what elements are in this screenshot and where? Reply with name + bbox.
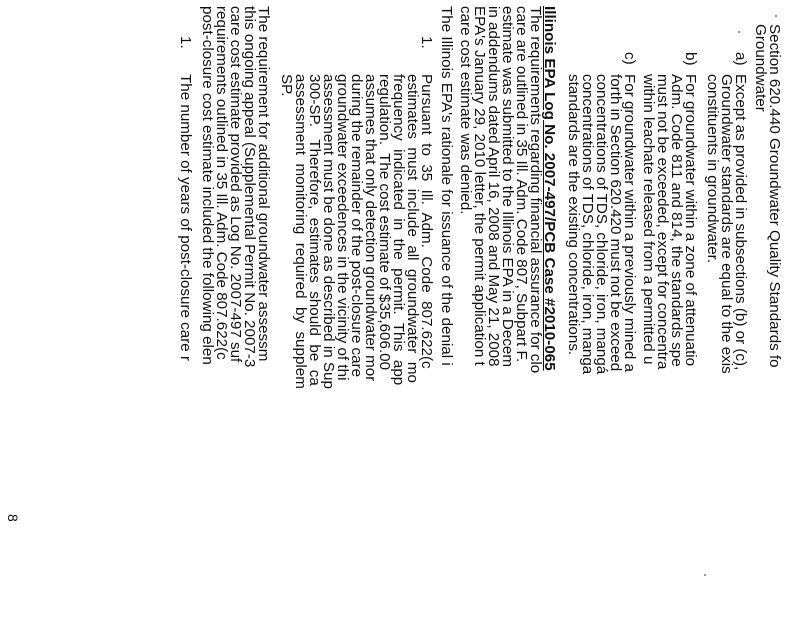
page-number: 8	[5, 514, 21, 522]
item-b-line: must not be exceeded, except for concentra	[654, 74, 671, 370]
numbered-item-marker: 1.	[177, 36, 194, 49]
paragraph-line: care cost estimate was denied.	[457, 6, 474, 215]
numbered-item-line: SP.	[278, 74, 295, 97]
paragraph-line: in addendums dated April 16, 2008 and May 21, 2008	[485, 6, 502, 367]
numbered-item-marker: 1.	[418, 36, 435, 49]
item-c-line: forth in Section 620.420 must not be exceed	[607, 74, 624, 372]
item-b-marker: b)	[682, 52, 699, 66]
numbered-item-line: Pursuant to 35 Ill. Adm. Code 807.622(c	[418, 74, 435, 369]
paragraph-line: The Illinois EPA's rationale for issuance of the denial i	[438, 6, 455, 366]
numbered-item-line: The number of years of post-closure care r	[177, 74, 194, 361]
paragraph-line: The requirement for additional groundwater assessm	[255, 6, 272, 362]
section-heading-line: Groundwater	[752, 24, 769, 112]
paragraph-line: post-closure cost estimate included the following elen	[199, 6, 216, 365]
item-a-line: Groundwater standards are equal to the exis	[718, 74, 735, 374]
numbered-item-line: groundwater exceedences in the vicinity of thi	[334, 74, 351, 381]
paragraph-line: EPA's January 29, 2010 letter, the permit application t	[471, 6, 488, 366]
item-a-line: Except as provided in subsections (b) or (c),	[732, 74, 749, 371]
paragraph-line: The requirements regarding financial assurance for clo	[527, 6, 544, 374]
item-c-line: concentrations of TDS, chloride, iron, manga	[579, 74, 596, 375]
paragraph-line: care are outlined in 35 Ill. Adm. Code 807, Subpart F.	[513, 6, 530, 363]
item-c-marker: c)	[621, 52, 638, 65]
item-c-line: concentrations of TDS, chloride, iron, mangá	[593, 74, 610, 375]
item-a-marker: a)	[732, 52, 749, 66]
paragraph-line: requirements outlined in 35 Ill. Adm. Code 807.622(c	[213, 6, 230, 360]
numbered-item-line: assessment monitoring required by supplem	[292, 74, 309, 389]
paragraph-line: care cost estimate provided as Log No. 2007-497 suf	[227, 6, 244, 363]
numbered-item-line: estimates must include all groundwater mo	[404, 74, 421, 383]
numbered-item-line: 300-SP. Therefore, estimates should be ca	[306, 74, 323, 386]
paragraph-line: this ongoing appeal (Supplemental Permit No. 2007-3	[241, 6, 258, 368]
log-heading: Illinois EPA Log No. 2007-497/PCB Case #2010-065	[541, 6, 558, 371]
numbered-item-line: assessment must be done as described in Sup	[320, 74, 337, 389]
item-c-line: For groundwater within a previously mined a	[621, 74, 638, 372]
numbered-item-line: frequency indicated in the permit. This app	[390, 74, 407, 386]
item-a-line: constituents in groundwater.	[704, 74, 721, 264]
numbered-item-line: during the remainder of the post-closure care	[348, 74, 365, 378]
section-heading-line: Section 620.440 Groundwater Quality Standards fo	[766, 24, 783, 368]
item-b-line: Adm. Code 811 and 814, the standards spe	[668, 74, 685, 367]
item-b-line: For groundwater within a zone of attenuatio	[682, 74, 699, 367]
numbered-item-line: regulation. The cost estimate of $35,606.00	[376, 74, 393, 375]
item-c-line: standards are the existing concentrations.	[565, 74, 582, 356]
numbered-item-line: assumes that only detection groundwater mor	[362, 74, 379, 382]
item-b-line: within leachate released from a permitted u	[640, 74, 657, 365]
paragraph-line: estimate was submitted to the Illinois EPA in a Decem	[499, 6, 516, 368]
